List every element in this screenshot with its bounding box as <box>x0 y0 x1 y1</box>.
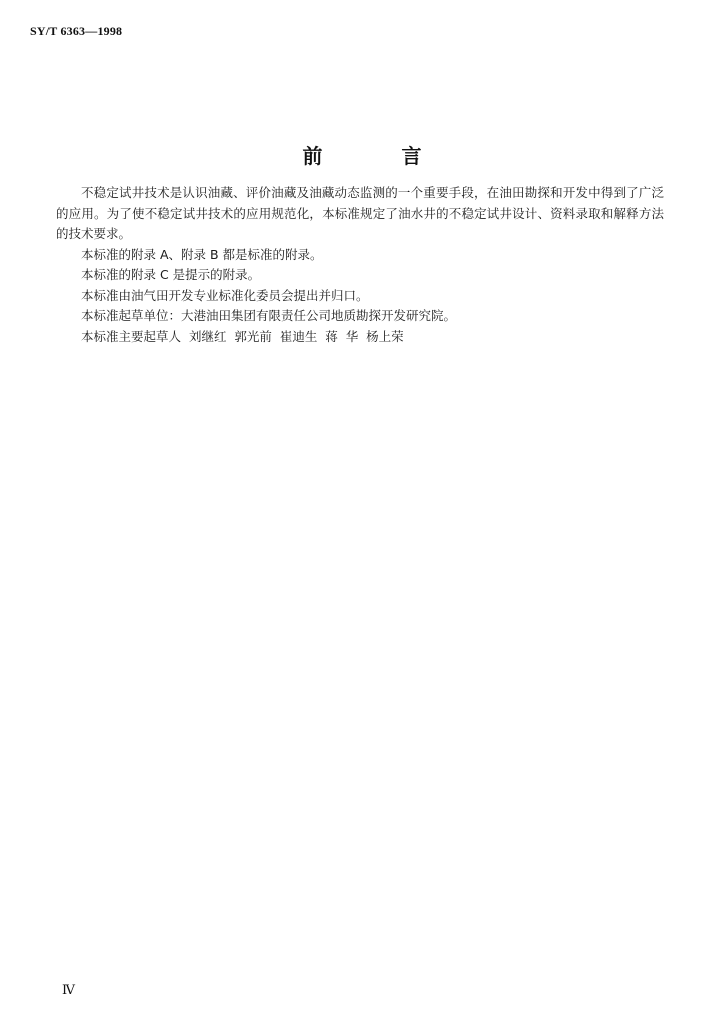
standard-code-header: SY/T 6363—1998 <box>30 24 123 38</box>
paragraph-intro: 不稳定试井技术是认识油藏、评价油藏及油藏动态监测的一个重要手段，在油田勘探和开发中得到了广泛的应用。为了使不稳定试井技术的应用规范化，本标准规定了油水井的不稳定试井设计、资料录取和解释方法的技术要求。 <box>56 185 664 241</box>
paragraph-proposer: 本标准由油气田开发专业标准化委员会提出并归口。 <box>81 287 369 303</box>
paragraph-drafting-unit: 本标准起草单位：大港油田集团有限责任公司地质勘探开发研究院。 <box>81 308 457 323</box>
paragraph-appendix-c: 本标准的附录 C 是提示的附录。 <box>81 267 261 282</box>
paragraph-appendix-ab: 本标准的附录 A、附录 B 都是标准的附录。 <box>81 246 323 262</box>
foreword-body <box>56 183 664 347</box>
page-number: Ⅳ <box>62 982 75 997</box>
paragraph-drafters: 本标准主要起草人 刘继红 郭光前 崔迪生 蒋 华 杨上荣 <box>81 328 404 344</box>
page-title: 前 言 <box>302 144 458 168</box>
